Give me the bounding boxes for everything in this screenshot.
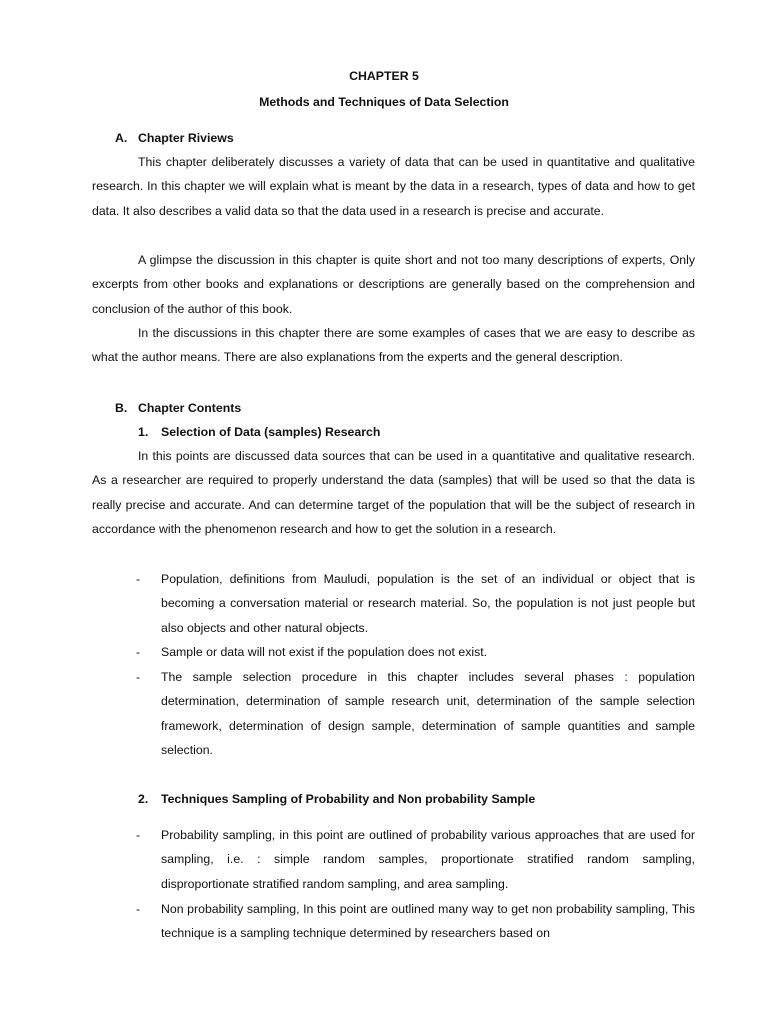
section-a-paragraph-2: A glimpse the discussion in this chapter is quite short and not too many descriptions of experts, Only excerpts from other books and explanations or descriptions are generally based on the comprehension and conclusion of the author of this book. — [92, 253, 695, 316]
bullet-procedure: The sample selection procedure in this chapter includes several phases : population determination, determination of sample research unit, determination of the sample selection framework, determination of design sample, determination of sample quantities and sample selection. — [161, 670, 695, 758]
subsection-1-heading: Selection of Data (samples) Research — [161, 425, 381, 439]
bullet-sample: Sample or data will not exist if the population does not exist. — [161, 645, 488, 659]
bullet-dash: - — [136, 902, 141, 916]
bullet-population: Population, definitions from Mauludi, population is the set of an individual or object that is becoming a conversation material or research material. So, the population is not just people but also objects and other natural objects. — [161, 572, 695, 635]
subsection-2-label: 2. — [138, 792, 149, 806]
bullet-dash: - — [136, 670, 141, 684]
subsection-1-label: 1. — [138, 425, 149, 439]
bullet-dash: - — [136, 572, 141, 586]
section-a-paragraph-3: In the discussions in this chapter there are some examples of cases that we are easy to describe as what the author means. There are also explanations from the experts and the general description. — [92, 326, 695, 365]
bullet-dash: - — [136, 828, 141, 842]
chapter-title: Methods and Techniques of Data Selection — [259, 95, 509, 109]
bullet-non-probability-sampling: Non probability sampling, In this point are outlined many way to get non probability sampling, This technique is a sampling technique determined by researchers based on — [161, 902, 695, 941]
section-b-label: B. — [115, 401, 128, 415]
section-a-paragraph-1: This chapter deliberately discusses a variety of data that can be used in quantitative and qualitative research. In this chapter we will explain what is meant by the data in a research, types of data and how to get data. It also describes a valid data so that the data used in a research is precise and accurate. — [92, 155, 695, 218]
subsection-2-heading: Techniques Sampling of Probability and Non probability Sample — [161, 792, 536, 806]
section-b-heading: Chapter Contents — [138, 401, 242, 415]
bullet-probability-sampling: Probability sampling, in this point are outlined of probability various approaches that are used for sampling, i.e. : simple random samples, proportionate stratified random sampling, disproportionate stratified random sampling, and area sampling. — [161, 828, 695, 891]
section-a-heading: Chapter Riviews — [138, 131, 234, 145]
chapter-number: CHAPTER 5 — [349, 69, 419, 83]
bullet-dash: - — [136, 645, 141, 659]
section-a-label: A. — [115, 131, 128, 145]
subsection-1-paragraph: In this points are discussed data sources that can be used in a quantitative and qualitative research. As a researcher are required to properly understand the data (samples) that will be used so that the data is really precise and accurate. And can determine target of the population that will be the subject of research in accordance with the phenomenon research and how to get the solution in a research. — [92, 449, 695, 537]
